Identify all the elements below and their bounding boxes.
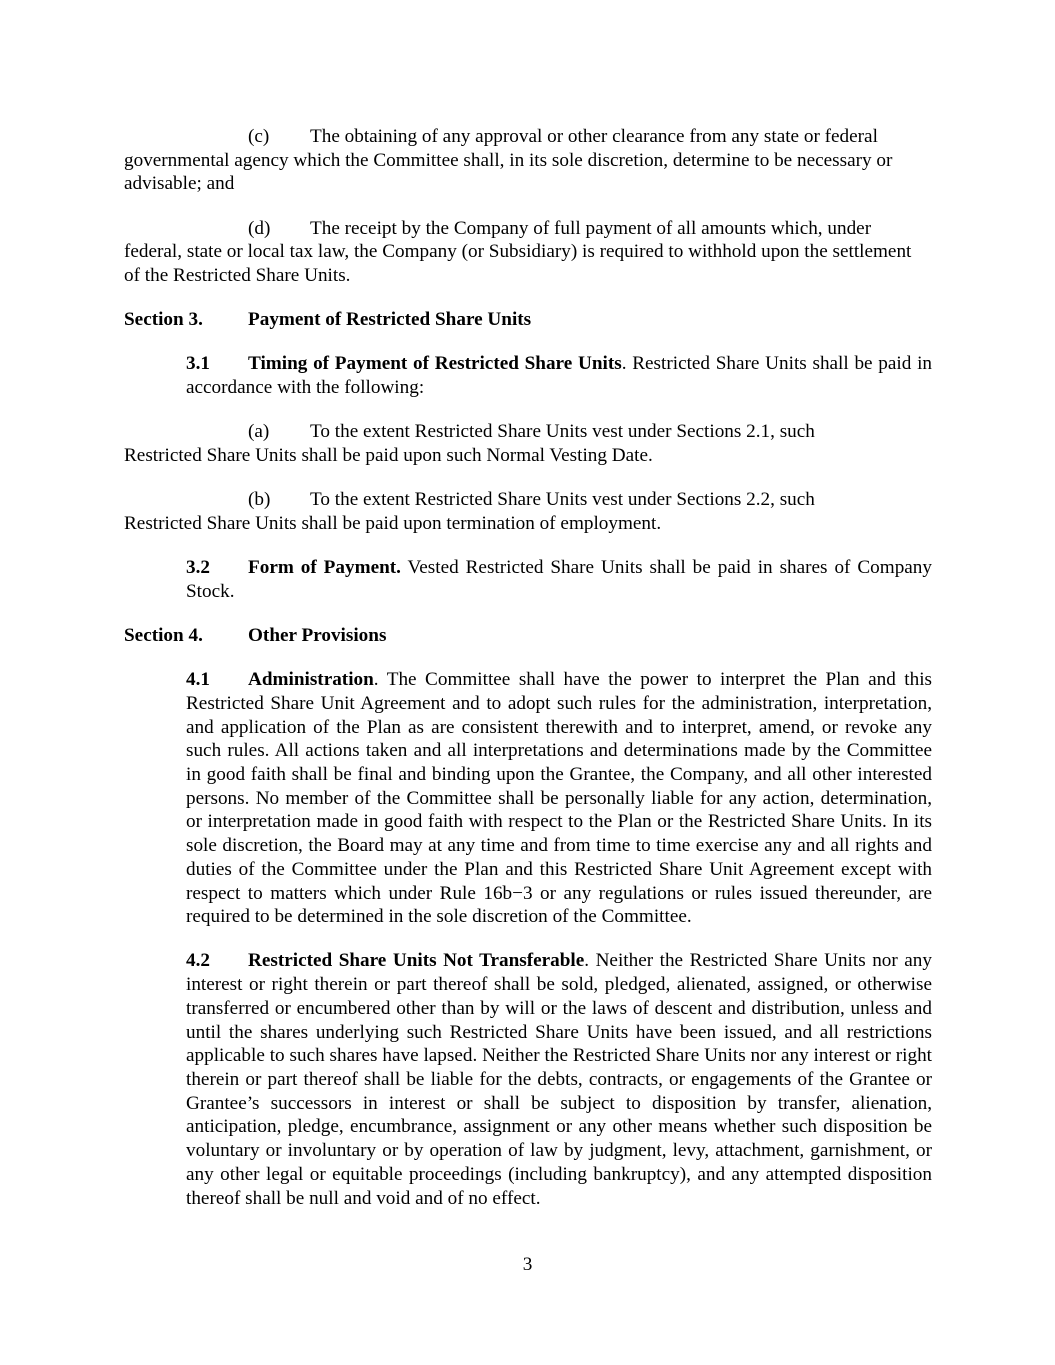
section-3-2: [124, 556, 932, 603]
clause-d-label: (d): [248, 217, 271, 239]
clause-b-rest: Restricted Share Units shall be paid upon termination of employment.: [124, 512, 662, 534]
section-4-heading: [124, 624, 932, 648]
clause-a-line1: To the extent Restricted Share Units vest under Sections 2.1, such: [310, 421, 815, 443]
section-3-1-title: Timing of Payment of Restricted Share Units: [248, 353, 622, 375]
clause-a-label: (a): [248, 421, 270, 443]
section-4-2-title: Restricted Share Units Not Transferable: [248, 950, 585, 972]
clause-b-first-line: [124, 488, 932, 512]
clause-c-line1: The obtaining of any approval or other clearance from any state or federal: [310, 126, 878, 147]
section-3-number: Section 3.: [124, 309, 203, 331]
clause-a-first-line: [124, 420, 932, 444]
section-3-title: Payment of Restricted Share Units: [248, 309, 532, 331]
section-3-heading: [124, 308, 932, 332]
section-4-2-number: 4.2: [186, 950, 210, 972]
section-3-1-text: . Restricted Share Units shall be paid in accordance with the following:: [186, 353, 932, 399]
clause-c: [124, 125, 932, 196]
document-page: [124, 125, 932, 1231]
section-3-1-number: 3.1: [186, 353, 210, 375]
clause-d-first-line: [124, 217, 932, 241]
clause-d-rest: federal, state or local tax law, the Company (or Subsidiary) is required to withhold upon the settlement of the Restricted Share Units.: [124, 241, 912, 287]
section-4-1-number: 4.1: [186, 669, 210, 691]
clause-d-line1: The receipt by the Company of full payment of all amounts which, under: [310, 217, 872, 239]
clause-d: [124, 217, 932, 288]
section-4-1-title: Administration: [248, 669, 374, 691]
clause-c-label: (c): [248, 126, 270, 147]
clause-a-rest: Restricted Share Units shall be paid upon such Normal Vesting Date.: [124, 445, 653, 467]
section-3-2-text: Vested Restricted Share Units shall be paid in shares of Company Stock.: [186, 557, 932, 602]
section-4-1-text: . The Committee shall have the power to interpret the Plan and this Restricted Share Unit Agreement and to adopt such rules for the administration, interpretation, and application of the Plan as are consistent therewith and to interpret, amend, or revoke any such rules. All actions taken and all interpretations and determinations made by the Committee in good faith shall be final and binding upon the Grantee, the Company, and all other interested persons. No member of the Committee shall be personally liable for any action, determination, or interpretation made in good faith with respect to the Plan or the Restricted Share Units. In its sole discretion, the Board may at any time and from time to time exercise any and all rights and duties of the Committee under the Plan and this Restricted Share Unit Agreement except with respect to matters which under Rule 16b−3 or any regulations or rules issued thereunder, are required to be determined in the sole discretion of the Committee.: [186, 669, 932, 928]
section-4-2-text: . Neither the Restricted Share Units nor any interest or right therein or part thereof shall be sold, pledged, alienated, assigned, or otherwise transferred or encumbered other than by will or the laws of descent and distribution, unless and until the shares underlying such Restricted Share Units have been issued, and all restrictions applicable to such shares have lapsed. Neither the Restricted Share Units nor any interest or right therein or part thereof shall be liable for the debts, contracts, or engagements of the Grantee or Grantee’s successors in interest or shall be subject to disposition by transfer, alienation, anticipation, pledge, encumbrance, assignment or any other means whether such disposition be voluntary or involuntary or by operation of law by judgment, levy, attachment, garnishment, or any other legal or equitable proceedings (including bankruptcy), and any attempted disposition thereof shall be null and void and of no effect.: [186, 950, 932, 1209]
clause-c-first-line: [124, 125, 932, 149]
section-3-1: [124, 352, 932, 399]
clause-a: [124, 420, 932, 467]
section-4-1: [124, 668, 932, 929]
page-number: 3: [522, 1254, 533, 1275]
clause-c-rest: governmental agency which the Committee shall, in its sole discretion, determine to be necessary or advisable; and: [124, 149, 893, 195]
clause-b: [124, 488, 932, 535]
clause-b-line1: To the extent Restricted Share Units vest under Sections 2.2, such: [310, 489, 815, 511]
clause-b-label: (b): [248, 489, 271, 511]
section-4-number: Section 4.: [124, 625, 203, 647]
section-3-2-number: 3.2: [186, 557, 210, 579]
section-3-2-title: Form of Payment.: [248, 557, 401, 579]
section-4-title: Other Provisions: [248, 625, 387, 647]
section-4-2: [124, 949, 932, 1210]
